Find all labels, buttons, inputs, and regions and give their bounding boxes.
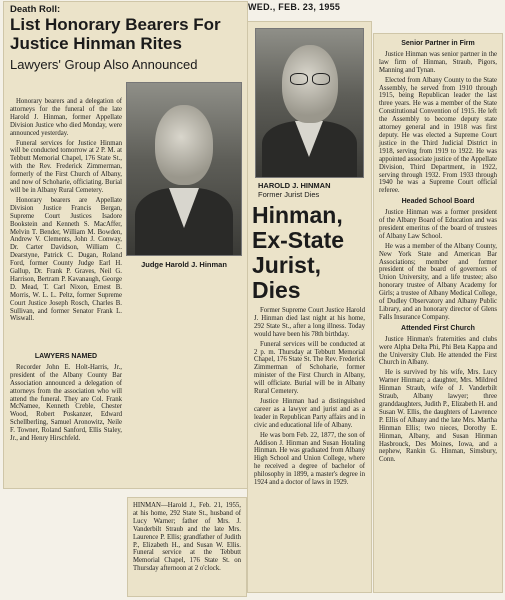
middle-paragraph-3: Justice Hinman had a distinguished career as a lawyer and jurist and as a leader in Republican Party affairs and in civic and educational life of Albany.	[254, 397, 365, 429]
first-church-heading: Attended First Church	[401, 324, 475, 332]
left-paragraph-1: Honorary bearers and a delegation of attorneys for the funeral of the late Harold J. Hinman, former Appellate Division Justice who died Monday, were announced yesterday.	[10, 98, 122, 137]
left-paragraph-3: Honorary bearers are Appellate Division Justice Francis Bergan, Supreme Court Justices Isadore Bookstein and Kenneth S. MacAffer, Melvin T. Bender, William M. Bowden, Andrew V. Clements, John J. Conway, Dr. Carter Davidson, William C. Dearstyne, Patrick C. Dugan, Roland Ford, former County Judge Earl H. Gallup, Dr. Frank P. Graves, Neil G. Harrison, Bertram P. Kavanaugh, George D. Mead, T. Carl Nixon, Ernest B. Morris, W. L. L. Peltz, former Supreme Court Justice Joseph Rosch, Charles B. Sullivan, and former Senator Frank L. Wiswall.	[10, 196, 122, 323]
senior-partner-heading: Senior Partner in Firm	[401, 40, 475, 47]
lawyers-named-heading: LAWYERS NAMED	[34, 353, 98, 360]
left-paragraph-4: Recorder John E. Holt-Harris, Jr., president of the Albany County Bar Association announced a delegation of attorneys from the association who will attend the funeral. They are Col. Frank McNamee, Kenneth Creble, Chester Wood, Robert Poskanzer, Edward Schellberling, Samuel Aronowitz, Neile F. Towner, Roland Sanford, Ellis Staley, Jr., and Henry Hirschfeld.	[10, 363, 122, 443]
middle-text	[248, 305, 371, 487]
newspaper-date: WED., FEB. 23, 1955	[248, 2, 341, 12]
right-paragraph-2: Elected from Albany County to the State Assembly, he served from 1910 through 1915, being Republican leader the last three years. He was a member of the State Constitutional Convention of 1915. He left the Assembly to become deputy state attorney general and in 1918 was first deputy. He was elected a Supreme Court justice in the Third Judicial District in 1918, serving from 1919 to 1922. He was appointed associate justice of the Appellate Division, Third Department, in 1922, serving through 1932. From 1933 through 1940 he was a Supreme Court official referee.	[379, 76, 497, 195]
right-paragraph-3: Justice Hinman was a former president of the Albany Board of Education and was president emeritus of the board of trustees of Albany Law School.	[379, 209, 497, 240]
middle-headline: Hinman, Ex-State Jurist, Dies	[252, 202, 345, 303]
judge-photo-caption: Judge Harold J. Hinman	[141, 260, 227, 269]
right-paragraph-4: He was a member of the Albany County, New York State and American Bar Associations; member and former president of the board of governors of Union University, and a life trustee; also honorary trustee of Albany Academy for Girls; a trustee of Albany Medical College, of Dudley Observatory and Albany Public Library, and an honorary director of Glens Falls Insurance Company.	[379, 242, 497, 321]
right-text	[374, 34, 502, 464]
right-paragraph-5: Justice Hinman's fraternities and clubs were Alpha Delta Phi, Phi Beta Kappa and the University Club. He attended the First Church in Albany.	[379, 335, 497, 367]
middle-clipping	[248, 22, 371, 592]
right-paragraph-1: Justice Hinman was senior partner in the law firm of Hinman, Straub, Pigors, Manning and Tynan.	[379, 50, 497, 74]
obituary-notice-text: HINMAN—Harold J., Feb. 21, 1955, at his home, 292 State St., husband of Lucy Warner; father of Mrs. J. Vanderbilt Straub and the late Mrs. Laurence P. Ellis; grandfather of Judith P., Elizabeth H., and Susan W. Ellis. Funeral service at the Tebbutt Memorial Chapel, 176 State St. on Thursday afternoon at 2 o'clock.	[133, 502, 241, 573]
judge-photo-block	[126, 82, 242, 269]
obituary-notice-clipping	[128, 498, 246, 596]
left-text-column-1	[10, 98, 122, 325]
right-clipping	[374, 34, 502, 592]
left-subhead: Lawyers' Group Also Announced	[10, 57, 198, 72]
death-roll-label: Death Roll:	[10, 4, 61, 15]
left-paragraph-2: Funeral services for Justice Hinman will be conducted tomorrow at 2 P. M. at Tebbutt Memorial Chapel, 176 State St., with the Rev. Frederick Zimmerman, formerly of the First Church of Albany, and now of Schoharie, officiating. Burial will be in Albany Rural Cemetery.	[10, 139, 122, 194]
left-clipping	[4, 2, 247, 488]
hinman-caption-name: HAROLD J. HINMAN	[258, 181, 331, 190]
hinman-caption-subtitle: Former Jurist Dies	[258, 190, 320, 199]
middle-paragraph-1: Former Supreme Court Justice Harold J. Hinman died last night at his home, 292 State St., after a long illness. Today would have been his 78th birthday.	[254, 307, 365, 338]
hinman-photo	[255, 28, 364, 178]
left-headline: List Honorary Bearers For Justice Hinman Rites	[10, 15, 221, 53]
middle-paragraph-4: He was born Feb. 22, 1877, the son of Addison J. Hinman and Susan Hotaling Hinman. He was graduated from Albany High School and Union College, where he received a degree of bachelor of philosophy in 1899, a master's degree in 1924 and a doctor of laws in 1929.	[254, 431, 365, 487]
school-board-heading: Headed School Board	[401, 198, 475, 206]
judge-photo	[126, 82, 242, 256]
right-paragraph-6: He is survived by his wife, Mrs. Lucy Warner Hinman; a daughter, Mrs. Mildred Hinman Straub, wife of J. Vanderbilt Straub, Albany lawyer; three granddaughters, Judith P., Elizabeth H. and Susan W. Ellis, the daughters of Lawrence P. Ellis of Albany and the late Mrs. Martha Hinman Ellis; two nieces, Dorothy E. Hinman, Albany, and Susan Hinman Hasbrouck, Des Moines, Iowa, and a nephew, Rankin G. Hinman, Simsbury, Conn.	[379, 369, 497, 464]
left-text-column-2	[10, 350, 122, 445]
middle-paragraph-2: Funeral services will be conducted at 2 p. m. Thursday at Tebbutt Memorial Chapel, 176 State St. The Rev. Frederick Zimmerman of Schoharie, former minister of the First Church in Albany, will officiate. Burial will be in Albany Rural Cemetery.	[254, 340, 365, 396]
